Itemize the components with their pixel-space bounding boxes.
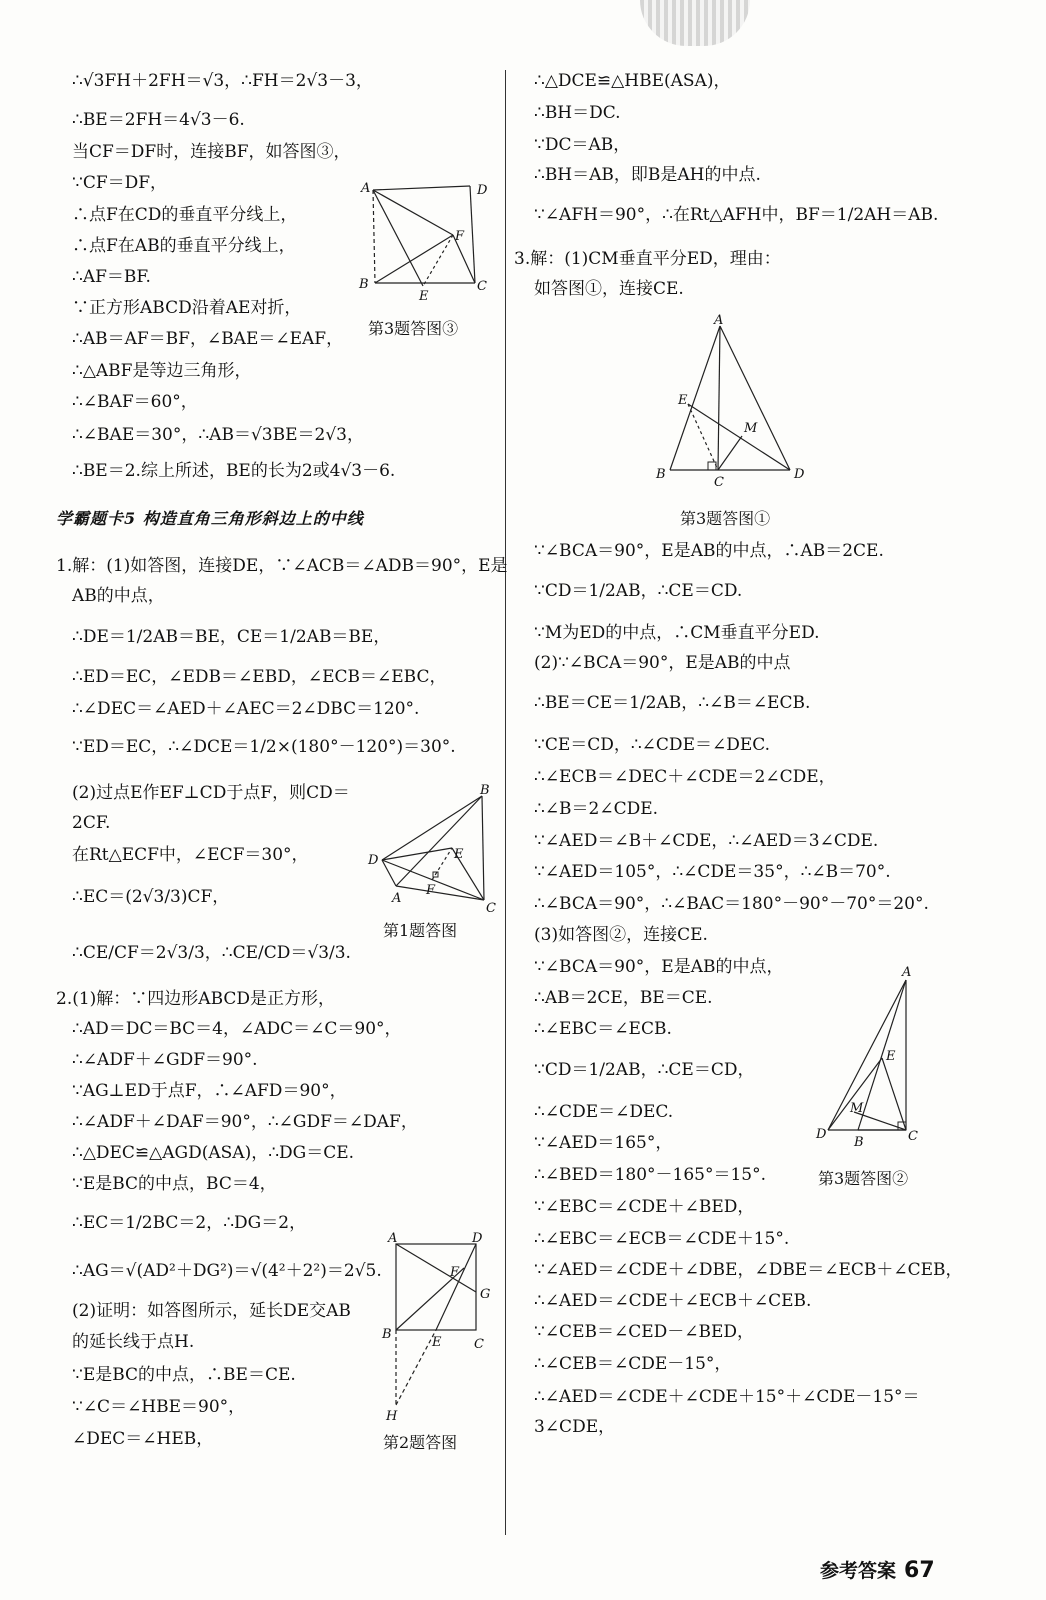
point-label: B <box>854 1135 864 1150</box>
text-line: ∴EC＝(2√3/3)CF， <box>72 887 230 907</box>
point-label: E <box>432 1335 442 1350</box>
point-label: E <box>454 847 464 862</box>
text-line: 2CF. <box>72 813 111 833</box>
text-line: ∴∠ECB＝∠DEC＋∠CDE＝2∠CDE， <box>534 767 836 787</box>
point-label: D <box>816 1127 827 1142</box>
text-line: ∵∠BCA＝90°，E是AB的中点， <box>534 957 784 977</box>
point-label: F <box>450 1265 460 1280</box>
text-line: ∵∠AED＝165°， <box>534 1133 673 1153</box>
point-label: B <box>359 277 369 292</box>
figure-caption: 第2题答图 <box>383 1433 458 1452</box>
figure-caption: 第1题答图 <box>383 921 458 940</box>
point-label: D <box>368 853 379 868</box>
text-line: ∵E是BC的中点，∴BE＝CE. <box>72 1365 296 1385</box>
text-line: (3)如答图②，连接CE. <box>534 925 708 945</box>
text-line: ∴∠BED＝180°－165°＝15°. <box>534 1165 767 1185</box>
point-label: F <box>426 883 436 898</box>
point-label: E <box>678 393 688 408</box>
page-number: 67 <box>904 1558 935 1583</box>
point-label: G <box>480 1287 491 1302</box>
point-label: M <box>744 421 758 436</box>
point-label: H <box>386 1409 398 1424</box>
text-line: (2)过点E作EF⊥CD于点F，则CD＝ <box>72 783 350 803</box>
point-label: B <box>656 467 666 482</box>
text-line: ∵CE＝CD，∴∠CDE＝∠DEC. <box>534 735 771 755</box>
text-line: ∴点F在AB的垂直平分线上， <box>72 236 296 256</box>
point-label: C <box>486 901 496 916</box>
point-label: D <box>477 183 488 198</box>
text-line: ∴AG＝√(AD²＋DG²)＝√(4²＋2²)＝2√5. <box>72 1261 382 1281</box>
text-line: ∵∠EBC＝∠CDE＋∠BED， <box>534 1197 755 1217</box>
text-line: ∵ED＝EC，∴∠DCE＝1/2×(180°－120°)＝30°. <box>72 737 456 757</box>
text-line: ∴BE＝2.综上所述，BE的长为2或4√3－6. <box>72 461 396 481</box>
text-line: ∵M为ED的中点，∴CM垂直平分ED. <box>534 623 820 643</box>
figure-q3-3 <box>355 178 495 318</box>
figure-caption: 第3题答图③ <box>368 319 459 338</box>
text-line: 3.解：(1)CM垂直平分ED，理由： <box>514 249 781 269</box>
text-line: (2)∵∠BCA＝90°，E是AB的中点 <box>534 653 791 673</box>
text-line: ∵DC＝AB， <box>534 135 631 155</box>
point-label: A <box>361 181 371 196</box>
text-line: ∵∠AED＝∠CDE＋∠DBE，∠DBE＝∠ECB＋∠CEB， <box>534 1260 963 1280</box>
point-label: D <box>794 467 805 482</box>
text-line: ∵∠C＝∠HBE＝90°， <box>72 1397 246 1417</box>
text-line: 1.解：(1)如答图，连接DE，∵∠ACB＝∠ADB＝90°，E是 <box>56 556 508 576</box>
text-line: ∴AF＝BF. <box>72 267 151 287</box>
text-line: ∴△DEC≌△AGD(ASA)，∴DG＝CE. <box>72 1143 355 1163</box>
point-label: C <box>474 1337 484 1352</box>
text-line: ∴∠ADF＋∠DAF＝90°，∴∠GDF＝∠DAF， <box>72 1112 418 1132</box>
text-line: ∴△ABF是等边三角形， <box>72 361 252 381</box>
text-line: ∴AD＝DC＝BC＝4，∠ADC＝∠C＝90°， <box>72 1019 402 1039</box>
text-line: ∴∠ADF＋∠GDF＝90°. <box>72 1050 258 1070</box>
text-line: ∴AB＝2CE，BE＝CE. <box>534 988 713 1008</box>
point-label: C <box>908 1129 918 1144</box>
point-label: C <box>477 279 487 294</box>
text-line: 如答图①，连接CE. <box>534 279 684 299</box>
point-label: M <box>850 1101 864 1116</box>
text-line: ∵CD＝1/2AB，∴CE＝CD. <box>534 581 743 601</box>
text-line: ∵E是BC的中点，BC＝4， <box>72 1174 277 1194</box>
figure-q3-1 <box>650 314 820 494</box>
text-line: ∵∠AFH＝90°，∴在Rt△AFH中，BF＝1/2AH＝AB. <box>534 205 939 225</box>
point-label: A <box>388 1231 398 1246</box>
point-label: B <box>382 1327 392 1342</box>
text-line: ∴BE＝2FH＝4√3－6. <box>72 110 245 130</box>
point-label: A <box>902 965 912 980</box>
text-line: ∴∠CDE＝∠DEC. <box>534 1102 674 1122</box>
text-line: ∴∠CEB＝∠CDE－15°， <box>534 1354 732 1374</box>
text-line: ∴△DCE≌△HBE(ASA)， <box>534 71 731 91</box>
text-line: ∵CD＝1/2AB，∴CE＝CD， <box>534 1060 755 1080</box>
text-line: ∴∠BAF＝60°， <box>72 392 198 412</box>
figure-q2 <box>378 1230 508 1430</box>
figure-caption: 第3题答图② <box>818 1169 909 1188</box>
text-line: AB的中点， <box>72 586 165 606</box>
point-label: E <box>886 1049 896 1064</box>
text-line: (2)证明：如答图所示，延长DE交AB <box>72 1301 351 1321</box>
text-line: 3∠CDE， <box>534 1417 616 1437</box>
text-line: 当CF＝DF时，连接BF，如答图③， <box>72 142 351 162</box>
text-line: ∵∠AED＝∠B＋∠CDE，∴∠AED＝3∠CDE. <box>534 831 879 851</box>
page-footer <box>820 1556 935 1583</box>
text-line: ∵正方形ABCD沿着AE对折， <box>72 298 302 318</box>
text-line: ∴BH＝AB，即B是AH的中点. <box>534 165 761 185</box>
text-line: ∴∠EBC＝∠ECB. <box>534 1019 672 1039</box>
text-line: 2.(1)解：∵四边形ABCD是正方形， <box>56 989 336 1009</box>
text-line: ∵∠CEB＝∠CED－∠BED， <box>534 1322 755 1342</box>
text-line: ∵∠BCA＝90°，E是AB的中点，∴AB＝2CE. <box>534 541 884 561</box>
text-line: ∴BE＝CE＝1/2AB，∴∠B＝∠ECB. <box>534 693 811 713</box>
text-line: ∴AB＝AF＝BF，∠BAE＝∠EAF， <box>72 329 344 349</box>
figure-caption: 第3题答图① <box>680 509 771 528</box>
text-line: ∴EC＝1/2BC＝2，∴DG＝2， <box>72 1213 307 1233</box>
text-line: ∴点F在CD的垂直平分线上， <box>72 205 298 225</box>
top-decoration <box>640 0 750 46</box>
point-label: A <box>714 313 724 328</box>
text-line: ∴BH＝DC. <box>534 103 621 123</box>
text-line: ∴DE＝1/2AB＝BE，CE＝1/2AB＝BE， <box>72 627 391 647</box>
text-line: 的延长线于点H. <box>72 1332 195 1352</box>
text-line: ∠DEC＝∠HEB， <box>72 1429 214 1449</box>
point-label: F <box>455 229 465 244</box>
point-label: E <box>419 289 429 304</box>
text-line: ∵AG⊥ED于点F，∴∠AFD＝90°， <box>72 1081 347 1101</box>
text-line: ∴√3FH＋2FH＝√3，∴FH＝2√3－3， <box>72 71 373 91</box>
text-line: ∴∠EBC＝∠ECB＝∠CDE＋15°. <box>534 1229 790 1249</box>
text-line: ∴∠BAE＝30°，∴AB＝√3BE＝2√3， <box>72 425 364 445</box>
text-line: ∴∠AED＝∠CDE＋∠CDE＋15°＋∠CDE－15°＝ <box>534 1387 920 1407</box>
point-label: D <box>472 1231 483 1246</box>
text-line: ∴∠B＝2∠CDE. <box>534 799 659 819</box>
text-line: ∴∠AED＝∠CDE＋∠ECB＋∠CEB. <box>534 1291 812 1311</box>
text-line: ∴∠BCA＝90°，∴∠BAC＝180°－90°－70°＝20°. <box>534 894 929 914</box>
footer-label: 参考答案 <box>820 1560 897 1582</box>
point-label: A <box>392 891 402 906</box>
text-line: 在Rt△ECF中，∠ECF＝30°， <box>72 845 309 865</box>
point-label: C <box>714 475 724 490</box>
figure-q1 <box>362 783 502 918</box>
text-line: ∴CE/CF＝2√3/3，∴CE/CD＝√3/3. <box>72 943 351 963</box>
point-label: B <box>480 783 490 798</box>
figure-q3-2 <box>814 962 934 1152</box>
text-line: ∵CF＝DF， <box>72 173 168 193</box>
text-line: ∴ED＝EC，∠EDB＝∠EBD，∠ECB＝∠EBC， <box>72 667 447 687</box>
section-title: 学霸题卡5 构造直角三角形斜边上的中线 <box>56 509 364 528</box>
text-line: ∴∠DEC＝∠AED＋∠AEC＝2∠DBC＝120°. <box>72 699 420 719</box>
text-line: ∵∠AED＝105°，∴∠CDE＝35°，∴∠B＝70°. <box>534 862 891 882</box>
